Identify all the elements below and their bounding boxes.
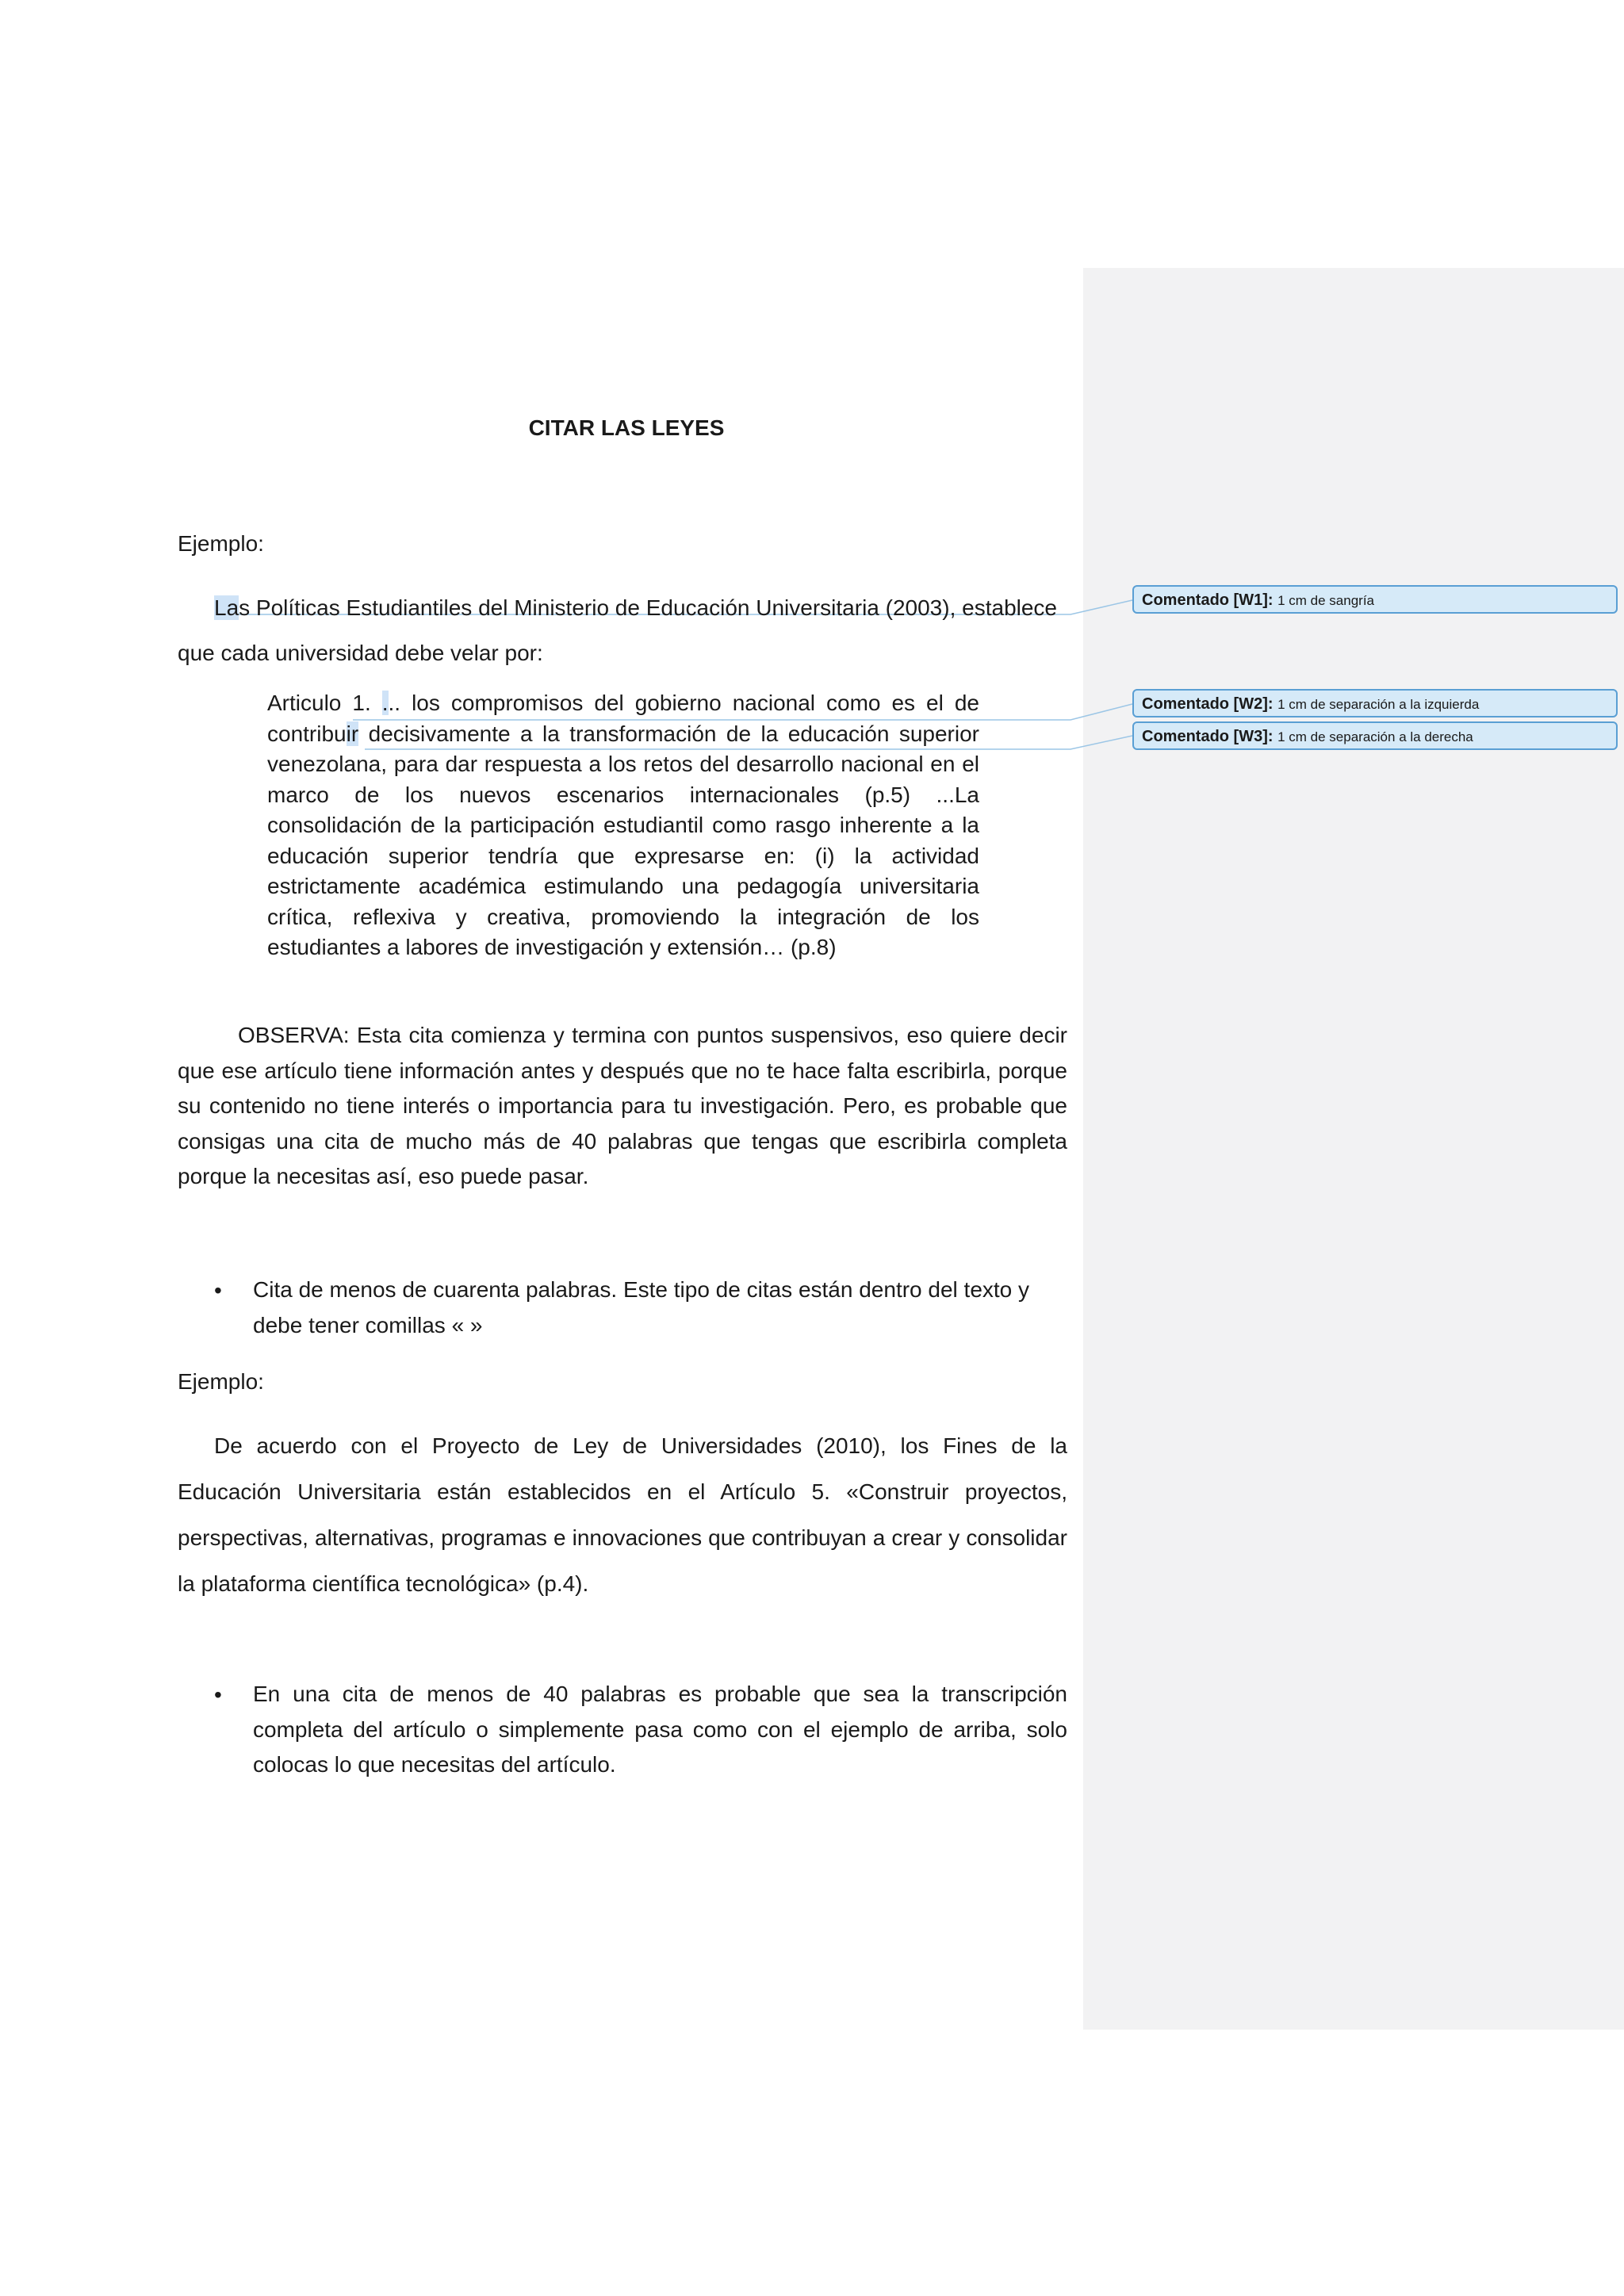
comment-author-tag: Comentado [W1]: bbox=[1142, 591, 1274, 609]
comment-w2[interactable] bbox=[1132, 689, 1618, 718]
bullet-item-2: En una cita de menos de 40 palabras es probable que sea la transcripción completa del artículo o simplemente pasa como con el ejemplo de arriba, solo colocas lo que necesitas del artículo. bbox=[253, 1682, 1067, 1777]
comment-text: 1 cm de sangría bbox=[1277, 593, 1375, 608]
comment-margin-pane bbox=[1083, 268, 1624, 2030]
intro-line-2: que cada universidad debe velar por: bbox=[178, 641, 543, 665]
intro-text: s Políticas Estudiantiles del Ministerio de Educación Universitaria (2003), establece bbox=[239, 595, 1057, 620]
example-paragraph: De acuerdo con el Proyecto de Ley de Universidades (2010), los Fines de la Educación Universitaria están establecidos en el Artículo 5. «Construir proyectos, perspectivas, alternativas, programas e innovaciones que contribuyan a crear y consolidar la plataforma científica tecnológica» (p.4). bbox=[178, 1433, 1067, 1596]
comment-text: 1 cm de separación a la derecha bbox=[1277, 729, 1473, 744]
comment-anchor-w2[interactable]: . bbox=[381, 691, 389, 715]
comment-text: 1 cm de separación a la izquierda bbox=[1277, 697, 1480, 712]
comment-w1[interactable] bbox=[1132, 585, 1618, 614]
bullet-item-1: Cita de menos de cuarenta palabras. Este tipo de citas están dentro del texto y debe tener comillas « » bbox=[253, 1277, 1030, 1337]
example-label: Ejemplo: bbox=[178, 1369, 264, 1394]
block-quote: Articulo 1. ... los compromisos del gobierno nacional como es el de contribuir decisivamente a la transformación de la educación superior venezolana, para dar respuesta a los retos del desarrollo nacional en el marco de los nuevos escenarios internacionales (p.5) ...La consolidación de la participación estudiantil como rasgo inherente a la educación superior tendría que expresarse en: (i) la actividad estrictamente académica estimulando una pedagogía universitaria crítica, reflexiva y creativa, promoviendo la integración de los estudiantes a labores de investigación y extensión… (p.8) bbox=[267, 691, 979, 959]
comment-author-tag: Comentado [W3]: bbox=[1142, 728, 1274, 745]
comment-w3[interactable] bbox=[1132, 721, 1618, 750]
comment-author-tag: Comentado [W2]: bbox=[1142, 695, 1274, 713]
comment-anchor-w1[interactable]: La bbox=[214, 595, 239, 620]
intro-paragraph bbox=[178, 585, 1067, 675]
intro-line-1 bbox=[178, 585, 1067, 630]
comment-anchor-w3[interactable]: ir bbox=[346, 721, 359, 746]
page-title: CITAR LAS LEYES bbox=[528, 415, 725, 440]
example-label: Ejemplo: bbox=[178, 531, 264, 556]
bullet-marker: • bbox=[214, 1682, 222, 1707]
observa-paragraph: OBSERVA: Esta cita comienza y termina con puntos suspensivos, eso quiere decir que ese artículo tiene información antes y después que no te hace falta escribirla, porque su contenido no tiene interés o importancia para tu investigación. Pero, es probable que consigas una cita de mucho más de 40 palabras que tengas que escribirla completa porque la necesitas así, eso puede pasar. bbox=[178, 1023, 1067, 1188]
bullet-marker: • bbox=[214, 1278, 222, 1303]
